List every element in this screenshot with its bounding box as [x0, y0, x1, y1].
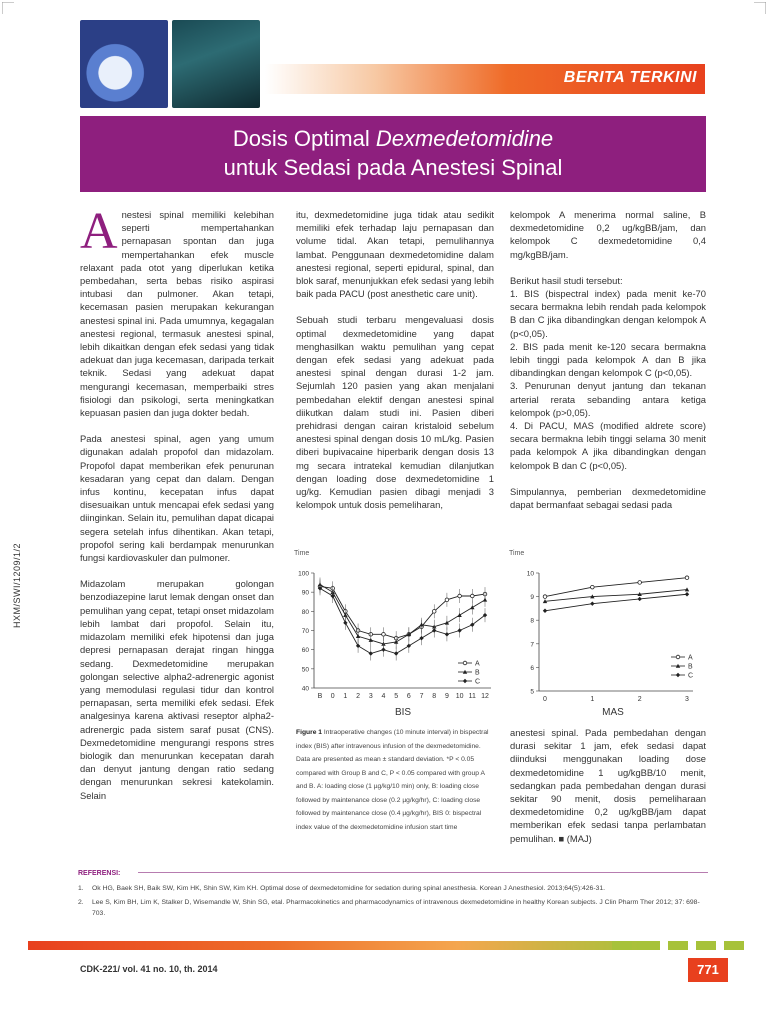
y-tick-label: 6: [530, 664, 534, 672]
y-tick-label: 40: [301, 685, 309, 693]
x-tick-label: 0: [330, 693, 335, 700]
data-point: [356, 634, 360, 638]
y-tick-label: 60: [301, 647, 309, 655]
x-axis-label: BIS: [394, 707, 412, 718]
section-banner: [265, 64, 705, 94]
x-tick-label: 5: [394, 693, 399, 700]
x-tick-label: 9: [444, 693, 449, 700]
result-item: 2. BIS pada menit ke-120 secara bermakna lebih tinggi pada kelompok A dan B jika dibandingkan dengan kelompok C (p<0,05).: [510, 340, 706, 379]
x-tick-label: 3: [685, 696, 689, 703]
data-point: [369, 651, 373, 655]
y-tick-label: 80: [301, 608, 309, 616]
reference-item: 1. Ok HG, Baek SH, Baik SW, Kim HK, Shin SW, Kim KH. Optimal dose of dexmedetomidine for sedation during spinal anesthesia. Korean J Anesthesiol. 2013;64(5):426-31.: [78, 885, 606, 892]
legend-marker: [463, 679, 467, 683]
x-tick-label: B: [317, 693, 323, 700]
data-point: [685, 576, 689, 580]
paragraph: Anestesi spinal memiliki kelebihan seperti mempertahankan pernapasan spontan dan juga mempertahankan efek muscle relaxant pada otot yang diperlukan ketika pembedahan, serta bebas risiko aspirasi intubasi dan pulmoner. Akan tetapi, kecemasan pasien merupakan kekurangan anestesi spinal ini. Pada umumnya, kegagalan anestesi regional, termasuk anestesi spinal, lebih dikaitkan dengan efek sedasi yang tidak adekuat dan juga kecemasan, daripada terkait teknik. Sedasi yang adekuat dapat mengurangi kecemasan, memperbaiki stres fisiologi dan psikologi, serta meningkatkan kepuasan pasien dan juga dokter bedah.: [80, 203, 274, 419]
crop-mark-icon: [754, 2, 766, 14]
references: [78, 868, 708, 922]
article-title: [80, 116, 706, 192]
legend-label: B: [688, 663, 693, 671]
data-point: [343, 621, 347, 625]
legend-label: C: [688, 672, 694, 680]
data-point: [685, 592, 689, 596]
series-line-C: [545, 594, 687, 611]
x-tick-label: 2: [356, 693, 361, 700]
y-tick-label: 100: [298, 570, 309, 578]
signoff: (MAJ): [566, 832, 592, 844]
series-line-B: [545, 590, 687, 602]
legend-label: B: [475, 669, 480, 677]
data-point: [470, 605, 474, 609]
data-point: [457, 628, 461, 632]
data-point: [637, 597, 641, 601]
journal-info: CDK-221/ vol. 41 no. 10, th. 2014: [80, 964, 218, 974]
data-point: [445, 621, 449, 625]
x-axis-label: MAS: [602, 707, 624, 718]
result-item: 3. Penurunan denyut jantung dan tekanan arterial rerata sebanding antara ketiga kelompok (p>0,05).: [510, 380, 706, 418]
references-heading: REFERENSI:: [78, 870, 121, 877]
x-tick-label: 0: [543, 696, 547, 703]
paragraph: Pada anestesi spinal, agen yang umum digunakan adalah propofol dan midazolam. Propofol dapat memberikan efek penurunan kesadaran yang cepat dan dalam. Dengan infus kontinu, kecepatan infus dapat disesuaikan untuk mencapai efek sedasi yang diinginkan. Selain itu, pemulihan dapat dicapai segera setelah infus dihentikan. Akan tetapi, propofol sering kali berdampak menurunkan fungsi kardiovaskuler dan pulmoner.: [80, 433, 274, 564]
data-point: [407, 644, 411, 648]
data-point: [432, 610, 436, 614]
paragraph: kelompok A menerima normal saline, B dexmedetomidine 0,2 ug/kgBB/jam, dan kelompok C dexmedetomidine 0,4 mg/kgBB/jam.: [510, 209, 706, 260]
data-point: [458, 594, 462, 598]
page-number: 771: [688, 958, 728, 982]
series-line-C: [320, 588, 485, 653]
pills-photo: [80, 20, 168, 108]
x-tick-label: 1: [343, 693, 348, 700]
data-point: [590, 601, 594, 605]
data-point: [543, 595, 547, 599]
caption-label: Figure 1: [296, 729, 323, 736]
x-tick-label: 1: [590, 696, 595, 703]
x-tick-label: 8: [432, 693, 437, 700]
data-point: [445, 598, 449, 602]
data-point: [591, 585, 595, 589]
y-tick-label: 70: [301, 628, 309, 635]
legend-label: A: [475, 660, 480, 668]
x-tick-label: 11: [468, 693, 476, 700]
x-tick-label: 7: [419, 693, 424, 700]
time-label: Time: [509, 550, 525, 557]
side-code: [10, 540, 24, 630]
surgeons-photo: [172, 20, 260, 108]
reference-item: 2. Lee S, Kim BH, Lim K, Stalker D, Wisemandle W, Shin SG, etal. Pharmacokinetics and pharmacodynamics of intravenous dexmedetomidine in healthy Korean subjects. J Clin Pharm Ther 2012; 37: 698-703.: [78, 899, 700, 917]
x-tick-label: 4: [381, 693, 386, 700]
y-tick-label: 90: [301, 589, 309, 597]
paragraph: Midazolam merupakan golongan benzodiazepine larut lemak dengan onset dan pemulihan yang cepat, tetapi onset midazolam lebih lambat dari propofol. Selain itu, midazolam memiliki efek hipotensi dan juga depresi pernapasan derajat ringan hingga sedang. Dexmedetomidine merupakan golongan selective alpha2-adrenergic agonist yang memodulasi regulasi tidur dan kontrol pernapasan, serta memiliki efek sedasi. Efek analgesinya karena aktivasi reseptor alpha2-adrenergic pada sistem saraf pusat (CNS). Dexmedetomidine mengurangi respons stres biologik dan menurunkan kecepatan darah dan denyut jantung dengan ratio sedang dengan menurunkan sekresi katekolamin. Selain: [80, 578, 274, 801]
legend-marker: [463, 661, 467, 665]
legend-label: A: [688, 654, 693, 662]
x-tick-label: 3: [368, 693, 373, 700]
header-photos: [80, 20, 260, 108]
data-point: [457, 613, 461, 617]
end-square-icon: ■: [558, 832, 565, 844]
y-tick-label: 50: [301, 666, 309, 674]
bis-chart: [290, 545, 500, 720]
section-label: BERITA TERKINI: [563, 69, 697, 86]
column-2: [296, 208, 494, 524]
caption-text: Intraoperative changes (10 minute interval) in bispectral index (BIS) after intravenous infusion of the dexmedetomidine. Data are presented as mean ± standard deviation. *P < 0.05 compared with Group B and C, P < 0.05 compared with group A and B. A: loading close (1 µg/kg/10 min) only, B: loading close followed by maintenance close (0.2 µg/kg/hr), C: loading close followed by maintenance close (0.4 µg/kg/hr), BIS 0: bispectral index value of the dexmedetomidine infusion start time: [296, 729, 489, 831]
x-tick-label: 12: [481, 693, 489, 700]
data-point: [382, 633, 386, 637]
column-3: [510, 208, 706, 524]
data-point: [432, 628, 436, 632]
column-3-continued: [510, 726, 706, 858]
x-tick-label: 6: [406, 693, 411, 700]
data-point: [394, 651, 398, 655]
paragraph: Simpulannya, pemberian dexmedetomidine dapat bermanfaat sebagai sedasi pada: [510, 485, 706, 511]
side-code-text: HXM/SWI/1209/1/2: [12, 542, 22, 628]
data-point: [638, 581, 642, 585]
y-tick-label: 9: [530, 594, 534, 602]
result-item: 1. BIS (bispectral index) pada menit ke-70 secara bermakna lebih rendah pada kelompok B dan C jika dibandingkan dengan kelompok A (p<0,05).: [510, 288, 706, 339]
paragraph: anestesi spinal. Pada pembedahan dengan durasi sekitar 1 jam, efek sedasi dapat diinduksi menggunakan loading dose dexmedetomidine 1 ug/kgBB/10 menit, sedangkan pada pembedahan dengan durasi sekitar 90 menit, dosis pemeliharaan dexmedetomidine 0,2 ug/kgBB/jam dapat memberikan efek sedasi tanpa perlambatan pemulihan. ■ (MAJ): [510, 727, 706, 844]
column-1: [80, 203, 274, 815]
data-point: [356, 644, 360, 648]
legend-marker: [676, 655, 680, 659]
data-point: [471, 594, 475, 598]
figure-caption: [296, 726, 496, 834]
x-tick-label: 2: [637, 696, 642, 703]
y-tick-label: 7: [530, 641, 534, 649]
title-line2: untuk Sedasi pada Anestesi Spinal: [223, 155, 563, 180]
footer-squares: [612, 941, 744, 950]
series-line-A: [545, 578, 687, 597]
paragraph: itu, dexmedetomidine juga tidak atau sedikit memiliki efek terhadap laju pernapasan dan volume tidal. Akan tetapi, pemulihannya lambat. Penggunaan dexmedetomidine dalam anestesi regional, seperti epidural, spinal, dan blok saraf, menunjukkan efek sedasi yang lebih baik pada PACU (post anesthetic care unit).: [296, 209, 494, 300]
data-point: [381, 647, 385, 651]
crop-mark-icon: [2, 2, 14, 14]
mas-chart: [505, 545, 705, 720]
data-point: [445, 632, 449, 636]
legend-label: C: [475, 678, 481, 686]
footer-color-bar: [28, 941, 642, 950]
title-prefix: Dosis Optimal: [232, 126, 376, 151]
y-tick-label: 10: [526, 570, 534, 578]
data-point: [543, 609, 547, 613]
title-drug: Dexmedetomidine: [375, 126, 554, 151]
y-tick-label: 8: [530, 617, 534, 625]
y-tick-label: 5: [530, 688, 534, 696]
data-point: [483, 598, 487, 602]
x-tick-label: 10: [455, 693, 464, 700]
result-item: 4. Di PACU, MAS (modified aldrete score) secara bermakna lebih tinggi selama 30 menit pada kelompok A jika dibandingkan dengan kelompok B dan C (p<0,05).: [510, 420, 706, 471]
time-label: Time: [294, 550, 310, 557]
legend-marker: [676, 673, 680, 677]
results-intro: Berikut hasil studi tersebut:: [510, 274, 623, 286]
paragraph: Sebuah studi terbaru mengevaluasi dosis optimal dexmedetomidine yang dapat menghasilkan waktu pemulihan yang cepat dengan efek sedasi yang adekuat pada anestesi spinal dengan durasi 1-2 jam. Sejumlah 120 pasien yang akan menjalani pembedahan elektif dengan anestesi spinal diikutkan dalam studi ini. Pasien diberi prehidrasi dengan cairan kristaloid sebelum anestesi spinal dengan dosis 10 mL/kg. Pasien diberi bupivacaine hiperbarik dengan dosis 13 mg secara intratekal kemudian dilanjutkan dengan loading dose dexmedetomidine 1 ug/kg. Kemudian pasien dibagi menjadi 3 kelompok untuk dosis pemeliharan,: [296, 314, 494, 511]
drop-cap: A: [80, 203, 118, 260]
data-point: [419, 636, 423, 640]
